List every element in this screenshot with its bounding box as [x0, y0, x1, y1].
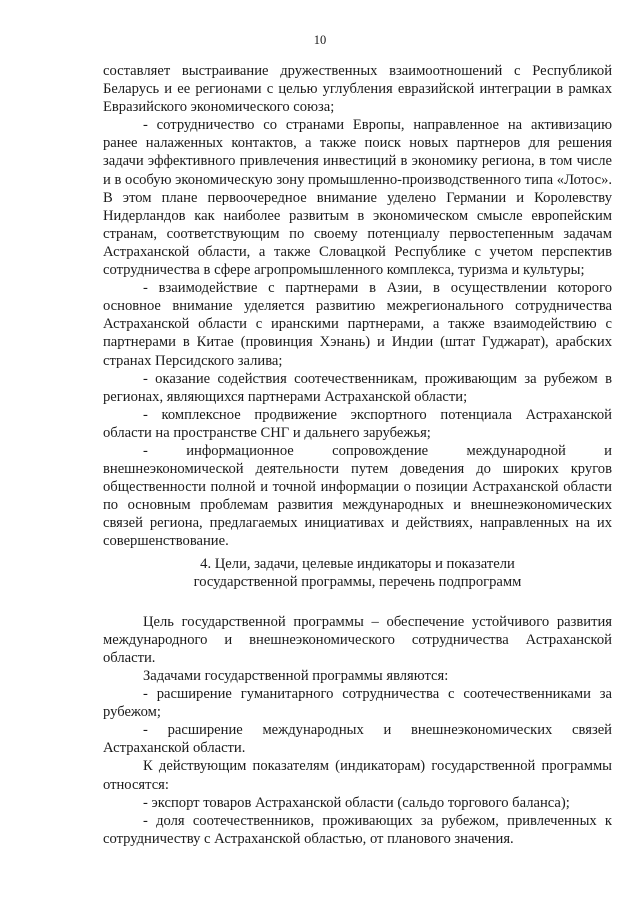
- paragraph-indicators-intro: К действующим показателям (индикаторам) государственной программы относятся:: [103, 758, 612, 793]
- paragraph-indicator-export: - экспорт товаров Астраханской области (сальдо торгового баланса);: [143, 794, 570, 811]
- paragraph-compatriots: - оказание содействия соотечественникам, проживающим за рубежом в регионах, являющихся партнерами Астраханской области;: [103, 370, 612, 405]
- document-body: [103, 62, 612, 848]
- paragraph-goal: Цель государственной программы – обеспечение устойчивого развития международного и внешнеэкономического сотрудничества Астраханской области.: [103, 613, 612, 666]
- paragraph-tasks-intro: Задачами государственной программы являются:: [143, 668, 449, 684]
- paragraph-information: - информационное сопровождение международной и внешнеэкономической деятельности путем доведения до широких кругов общественности полной и точной информации о позиции Астраханской области по основным проблемам развития международных и внешнеэкономических связей региона, предлагаемых инициативах и действиях, направленных на их совершенствование.: [103, 442, 612, 550]
- page-number: 10: [313, 33, 327, 47]
- paragraph-asia: - взаимодействие с партнерами в Азии, в осуществлении которого основное внимание уделяется развитию межрегионального сотрудничества Астраханской области с иранскими партнерами, а также взаимодействию с партнерами в Китае (провинция Хэнань) и Индии (штат Гуджарат), арабских странах Персидского залива;: [103, 280, 612, 369]
- paragraph-export: - комплексное продвижение экспортного потенциала Астраханской области на пространстве СНГ и дальнего зарубежья;: [103, 406, 612, 441]
- paragraph-task-humanitarian: - расширение гуманитарного сотрудничества с соотечественниками за рубежом;: [103, 686, 612, 721]
- section-heading-line-1: 4. Цели, задачи, целевые индикаторы и показатели: [200, 555, 515, 572]
- paragraph-belarus: составляет выстраивание дружественных взаимоотношений с Республикой Беларусь и ее регионами с целью углубления евразийской интеграции в рамках Евразийского экономического союза;: [103, 63, 612, 116]
- paragraph-task-relations: - расширение международных и внешнеэкономических связей Астраханской области.: [103, 722, 612, 757]
- section-heading-line-2: государственной программы, перечень подпрограмм: [193, 573, 522, 590]
- paragraph-europe: - сотрудничество со странами Европы, направленное на активизацию ранее налаженных контактов, а также поиск новых партнеров для решения задачи эффективного привлечения инвестиций в экономику региона, в том числе и в особую экономическую зону промышленно-производственного типа «Лотос». В этом плане первоочередное внимание уделено Германии и Королевству Нидерландов как наиболее развитым в экономическом смысле европейским странам, соответствующим по своему потенциалу первостепенным задачам Астраханской области, а также Словацкой Республике с учетом перспектив сотрудничества в сфере агропромышленного комплекса, туризма и культуры;: [103, 117, 613, 279]
- section-heading: [103, 555, 612, 591]
- paragraph-indicator-compatriots: - доля соотечественников, проживающих за рубежом, привлеченных к сотрудничеству с Астраханской областью, от планового значения.: [103, 812, 612, 847]
